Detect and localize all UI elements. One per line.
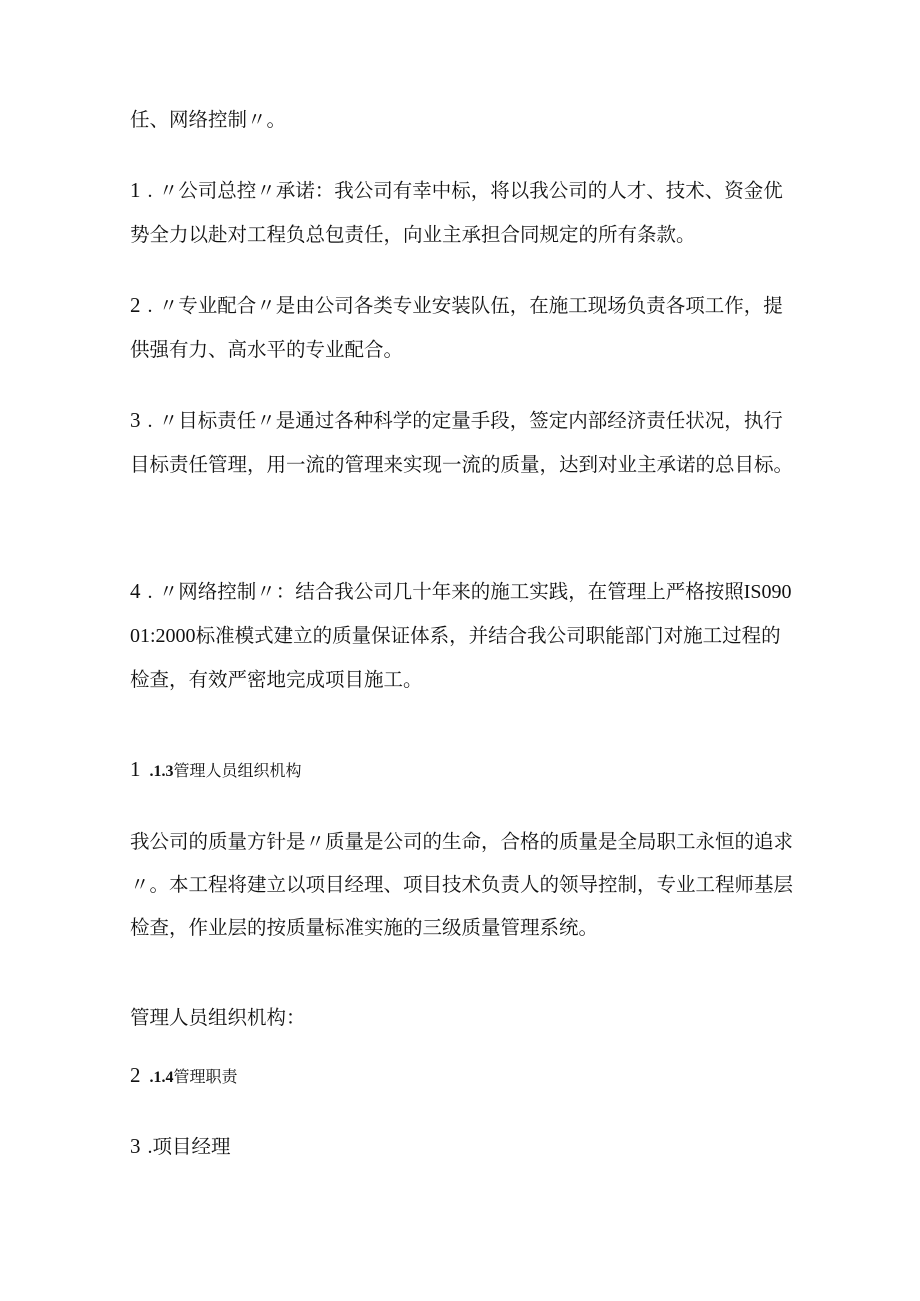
section-title: 项目经理 [152,1135,231,1158]
section-heading-1-1-3 [130,757,302,784]
section-number: 1 [130,757,142,781]
section-heading-project-manager [130,1125,795,1169]
section-heading-1-1-4 [130,1063,238,1090]
list-item-4 [130,570,795,701]
paragraph-text: 我公司的质量方针是〃质量是公司的生命，合格的质量是全局职工永恒的追求〃。本工程将建立以项目经理、项目技术负责人的领导控制，专业工程师基层检查，作业层的按质量标准实施的三级质量管理系统。 [130,830,794,939]
list-item-3 [130,399,795,486]
section-dot: . [147,1136,153,1158]
iso-standard: IS09001:2000 [130,581,792,647]
label-text: 管理人员组织机构： [130,1006,306,1029]
section-title: 管理人员组织机构 [173,761,302,780]
list-number: 4 [130,579,142,603]
section-number: 2 [130,1063,142,1087]
list-item-text: 〃专业配合〃是由公司各类专业安装队伍，在施工现场负责各项工作，提供强有力、高水平的专业配合。 [130,294,783,361]
section-subnumber: .1.4 [149,1069,174,1086]
quality-policy-paragraph [130,820,795,949]
list-item-1 [130,169,795,256]
list-dot: . [147,180,153,202]
paragraph-text: 任、网络控制〃。 [130,108,287,131]
paragraph-continuation [130,98,795,141]
list-number: 3 [130,408,142,432]
list-item-text-cont: 标准模式建立的质量保证体系，并结合我公司职能部门对施工过程的检查，有效严密地完成项目施工。 [130,624,781,691]
list-item-text: 〃目标责任〃是通过各种科学的定量手段，签定内部经济责任状况，执行目标责任管理，用一流的管理来实现一流的质量，达到对业主承诺的总目标。 [130,409,794,476]
list-item-2 [130,284,795,371]
section-subnumber: .1.3 [149,763,174,780]
list-number: 2 [130,293,142,317]
list-item-text: 〃网络控制〃：结合我公司几十年来的施工实践，在管理上严格按照 [158,580,744,603]
section-title: 管理职责 [173,1067,238,1086]
section-number: 3 [130,1134,142,1158]
list-item-text: 〃公司总控〃承诺：我公司有幸中标，将以我公司的人才、技术、资金优势全力以赴对工程负总包责任，向业主承担合同规定的所有条款。 [130,179,783,246]
org-structure-label [130,996,795,1039]
list-number: 1 [130,178,142,202]
list-dot: . [147,581,153,603]
list-dot: . [147,410,153,432]
list-dot: . [147,295,153,317]
